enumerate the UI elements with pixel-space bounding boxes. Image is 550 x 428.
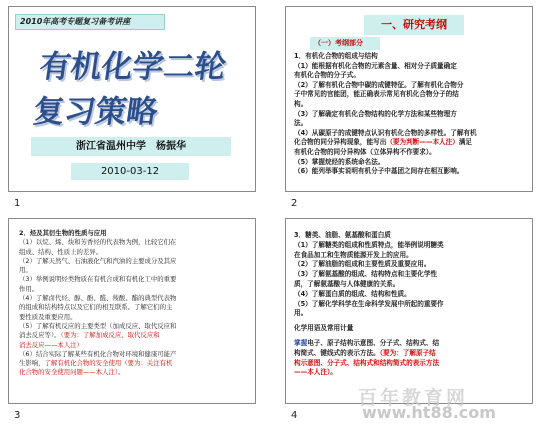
text-segment: 。 <box>373 348 380 357</box>
slide-body <box>19 229 251 378</box>
text-line <box>294 339 530 349</box>
text-segment: 构简式、键线式的表示方法 <box>294 348 374 357</box>
section-heading: 一、研究考纲 <box>364 15 464 35</box>
text-line: 2．烃及其衍生物的性质与应用 <box>19 229 107 237</box>
author-note: （要为判断——本人注） <box>386 138 459 147</box>
author-label: 浙江省温州中学 杨振华 <box>31 137 231 156</box>
text-line <box>19 359 251 368</box>
text-segment: 。 <box>118 368 125 377</box>
text-line: （6）能列举事实说明有机分子中基团之间存在相互影响。 <box>294 167 464 176</box>
text-line: 组成、结构、性质上的差异。 <box>19 247 103 256</box>
text-line <box>294 349 530 359</box>
text-line: （4）了解卤代烃、醇、酚、醛、羧酸、酯的典型代表物 <box>19 294 177 303</box>
text-line: （6）结合实际了解某些有机化合物对环境和健康可能产 <box>19 349 177 358</box>
lecture-series-label: 2010年高考专题复习备考讲座 <box>15 14 165 30</box>
text-line: （2）了解天然气、石油液化气和汽油的主要成分及其应 <box>19 256 177 265</box>
text-line: 的组成和结构特点以及它们的相互联系。了解它们的主 <box>19 303 173 312</box>
text-line: 要性质及重要应用。 <box>19 312 77 321</box>
text-line: （2）了解油脂的组成和主要性质及重要应用。 <box>294 260 431 269</box>
author-note: 化合物的安全使用问题——本人注） <box>19 368 119 377</box>
slide-3[interactable] <box>8 218 256 404</box>
section-subheading: （一）考纲部分 <box>310 37 380 50</box>
watermark-url: www.ht88.com <box>362 403 496 422</box>
text-line: 有机化合物的同分异构体（立体异构不作要求）。 <box>294 147 436 156</box>
text-line: 3．糖类、油脂、氨基酸和蛋白质 <box>294 231 391 239</box>
text-segment: 生影响， <box>19 359 45 368</box>
page-number: 4 <box>291 410 298 421</box>
text-line: 法。 <box>294 119 308 128</box>
text-line: （3）了解确定有机化合物结构的化学方法和某些物理方 <box>294 109 457 118</box>
text-line: （1）能根据有机化合物的元素含量、相对分子质量确定 <box>294 61 457 70</box>
text-line: 有机化合物的分子式。 <box>294 71 360 80</box>
page-number: 1 <box>14 198 21 209</box>
date-label: 2010-03-12 <box>71 163 189 180</box>
text-line: 用。 <box>19 266 32 275</box>
text-line: （5）了解有机反应的主要类型（加成反应、取代反应和 <box>19 321 177 330</box>
text-line <box>294 138 530 148</box>
text-line: （4）从碳原子的成键特点认识有机化合物的多样性。了解有机 <box>294 128 477 137</box>
text-line: （1）以烷、烯、炔和芳香烃的代表物为例，比较它们在 <box>19 238 177 247</box>
slide-body <box>294 231 530 378</box>
text-segment: 。 <box>330 368 337 377</box>
author-note: ——本人注） <box>294 368 331 377</box>
author-note: （要为：了解原子结 <box>379 348 436 357</box>
text-line: （3）了解氨基酸的组成、结构特点和主要化学性 <box>294 270 438 279</box>
slide-1[interactable] <box>8 6 256 192</box>
section-title: 化学用语及常用计量 <box>294 324 354 333</box>
author-note: （要为：了解加成反应、取代反应和 <box>60 331 160 340</box>
watermark-text: 百年教育网 <box>358 387 469 409</box>
slide-body <box>294 52 530 177</box>
text-line: （4）了解蛋白质的组成、结构和性质。 <box>294 289 411 298</box>
slide-2[interactable] <box>285 6 533 192</box>
text-line: （5）了解化学科学在生命科学发展中所起的重要作 <box>294 299 444 308</box>
slide-4[interactable] <box>285 218 533 404</box>
text-line: （2）了解有机化合物中碳的成键特征。了解有机化合物分 <box>294 80 464 89</box>
text-line: 在食品加工和生物质能源开发上的应用。 <box>294 250 413 259</box>
text-segment: 电子、原子结构示意图、分子式、结构式、结 <box>307 338 440 347</box>
text-line: 1．有机化合物的组成与结构 <box>294 52 378 60</box>
text-segment: 满足 <box>458 138 473 147</box>
text-segment: 化合物的同分异构现象，能写出 <box>294 138 387 147</box>
text-line: 构。 <box>294 99 308 108</box>
text-line: 质，了解氨基酸与人体健康的关系。 <box>294 279 400 288</box>
author-note: （要为：关注有机 <box>121 359 173 368</box>
author-note: 消去反应——本人注） <box>19 340 83 349</box>
text-line: （1）了解糖类的组成和性质特点，能举例说明糖类 <box>294 240 444 249</box>
text-line: （5）掌握烷烃的系统命名法。 <box>294 157 385 166</box>
page-number: 3 <box>14 410 21 421</box>
keyword: 掌握 <box>294 338 308 347</box>
text-line <box>19 368 251 377</box>
text-line: 作用。 <box>19 284 39 293</box>
page-number: 2 <box>291 198 298 209</box>
text-line: 子中常见的官能团，能正确表示常见有机化合物分子的结 <box>294 90 459 99</box>
text-segment: 消去反应等）。 <box>19 331 61 340</box>
text-line <box>19 331 251 340</box>
text-line: 用。 <box>294 309 308 318</box>
text-line <box>294 368 530 378</box>
slide-title: 有机化学二轮复习策略 <box>30 49 229 130</box>
author-note: 构示意图、分子式、结构式和结构简式的表示方法 <box>294 358 440 367</box>
highlighted-text: 了解有机化合物的安全使用 <box>44 359 122 368</box>
text-line: （3）举例说明烃类物质在有机合成和有机化工中的重要 <box>19 275 177 284</box>
